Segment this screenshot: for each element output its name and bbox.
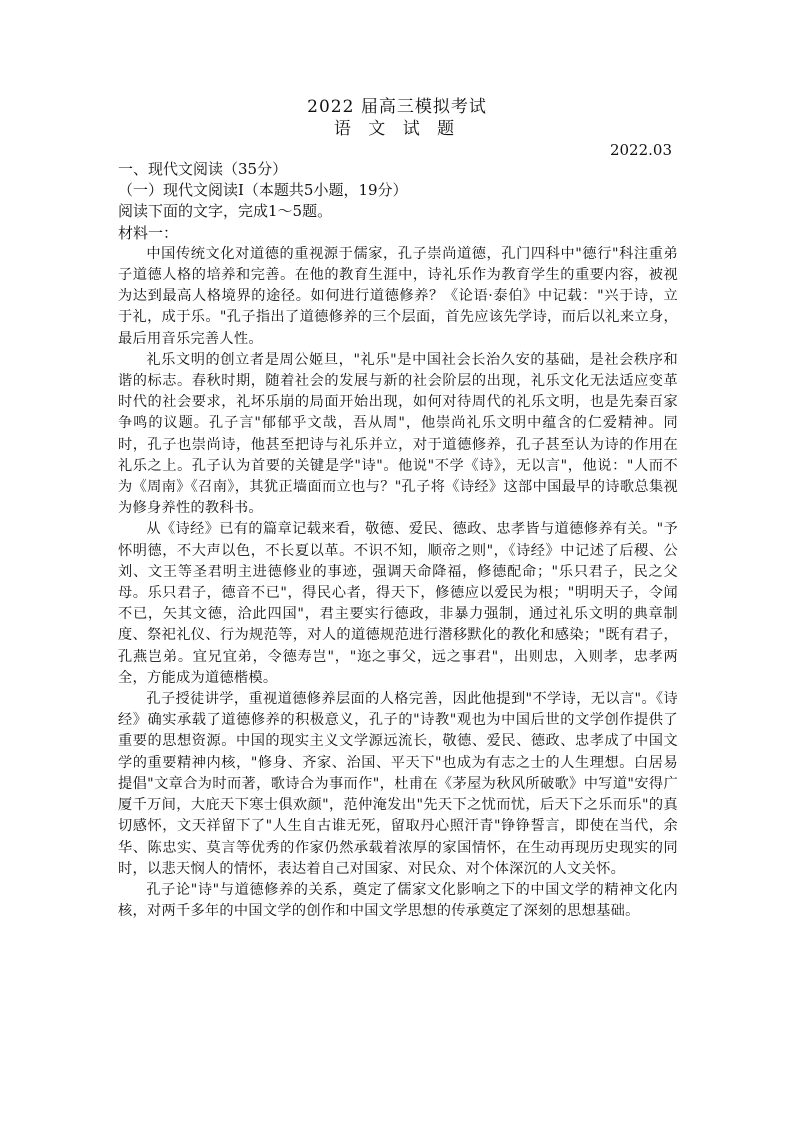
paragraph-5: 孔子论"诗"与道德修养的关系，奠定了儒家文化影响之下的中国文学的精神文化内核，对两千多年的中国文学的创作和中国文学思想的传承奠定了深刻的思想基础。 — [118, 881, 678, 920]
paragraph-2: 礼乐文明的创立者是周公姬旦，"礼乐"是中国社会长治久安的基础，是社会秩序和谐的标志。春秋时期，随着社会的发展与新的社会阶层的出现，礼乐文化无法适应变革时代的社会要求，礼坏乐崩的局面开始出现，如何对待周代的礼乐文明，也是先秦百家争鸣的议题。孔子言"郁郁乎文哉，吾从周"，他崇尚礼乐文明中蕴含的仁爱精神。同时，孔子也崇尚诗，他甚至把诗与礼乐并立，对于道德修养，孔子甚至认为诗的作用在礼乐之上。孔子认为首要的关键是学"诗"。他说"不学《诗》，无以言"，他说："人而不为《周南》《召南》，其犹正墙面而立也与？"孔子将《诗经》这部中国最早的诗歌总集视为修身养性的教科书。 — [118, 351, 678, 517]
paragraph-1: 中国传统文化对道德的重视源于儒家，孔子崇尚道德，孔门四科中"德行"科注重弟子道德人格的培养和完善。在他的教育生涯中，诗礼乐作为教育学生的重要内容，被视为达到最高人格境界的途径。如何进行道德修养？《论语·泰伯》中记载："兴于诗，立于礼，成于乐。"孔子指出了道德修养的三个层面，首先应该先学诗，而后以礼来立身，最后用音乐完善人性。 — [118, 245, 678, 347]
instruction-text: 阅读下面的文字，完成1～5题。 — [118, 202, 333, 221]
exam-date: 2022.03 — [609, 141, 672, 159]
section-subheading: （一）现代文阅读Ⅰ（本题共5小题，19分） — [118, 181, 408, 200]
paragraph-4: 孔子授徒讲学，重视道德修养层面的人格完善，因此他提到"不学诗，无以言"。《诗经》确实承载了道德修养的积极意义，孔子的"诗教"观也为中国后世的文学创作提供了重要的思想资源。中国的现实主义文学源远流长，敬德、爱民、德政、忠孝成了中国文学的重要精神内核，"修身、齐家、治国、平天下"也成为有志之士的人生理想。白居易提倡"文章合为时而著，歌诗合为事而作"，杜甫在《茅屋为秋风所破歌》中写道"安得广厦千万间，大庇天下寒士俱欢颜"，范仲淹发出"先天下之忧而忧，后天下之乐而乐"的真切感怀，文天祥留下了"人生自古谁无死，留取丹心照汗青"铮铮誓言，即使在当代，余华、陈忠实、莫言等优秀的作家仍然承载着浓厚的家国情怀，在生动再现历史现实的同时，以悲天悯人的情怀，表达着自己对国家、对民众、对个体深沉的人文关怀。 — [118, 691, 678, 877]
exam-title: 2022 届高三模拟考试 — [307, 97, 487, 117]
reading-section — [118, 159, 678, 922]
material-label: 材料一： — [118, 223, 179, 242]
exam-subtitle: 语 文 试 题 — [333, 119, 461, 139]
section-heading: 一、现代文阅读（35分） — [118, 160, 288, 178]
paragraph-3: 从《诗经》已有的篇章记载来看，敬德、爱民、德政、忠孝皆与道德修养有关。"予怀明德，不大声以色，不长夏以革。不识不知，顺帝之则"，《诗经》中记述了后稷、公刘、文王等圣君明主进德修业的事迹，强调天命降福，修德配命；"乐只君子，民之父母。乐只君子，德音不已"，得民心者，得天下，修德应以爱民为根；"明明天子，令闻不已，矢其文德，洽此四国"，君主要实行德政，非暴力强制，通过礼乐文明的典章制度、祭祀礼仪、行为规范等，对人的道德规范进行潜移默化的教化和感染；"既有君子，孔燕岂弟。宜兄宜弟，令德寿岂"，"迩之事父，远之事君"，出则忠，入则孝，忠孝两全，方能成为道德楷模。 — [118, 521, 678, 686]
